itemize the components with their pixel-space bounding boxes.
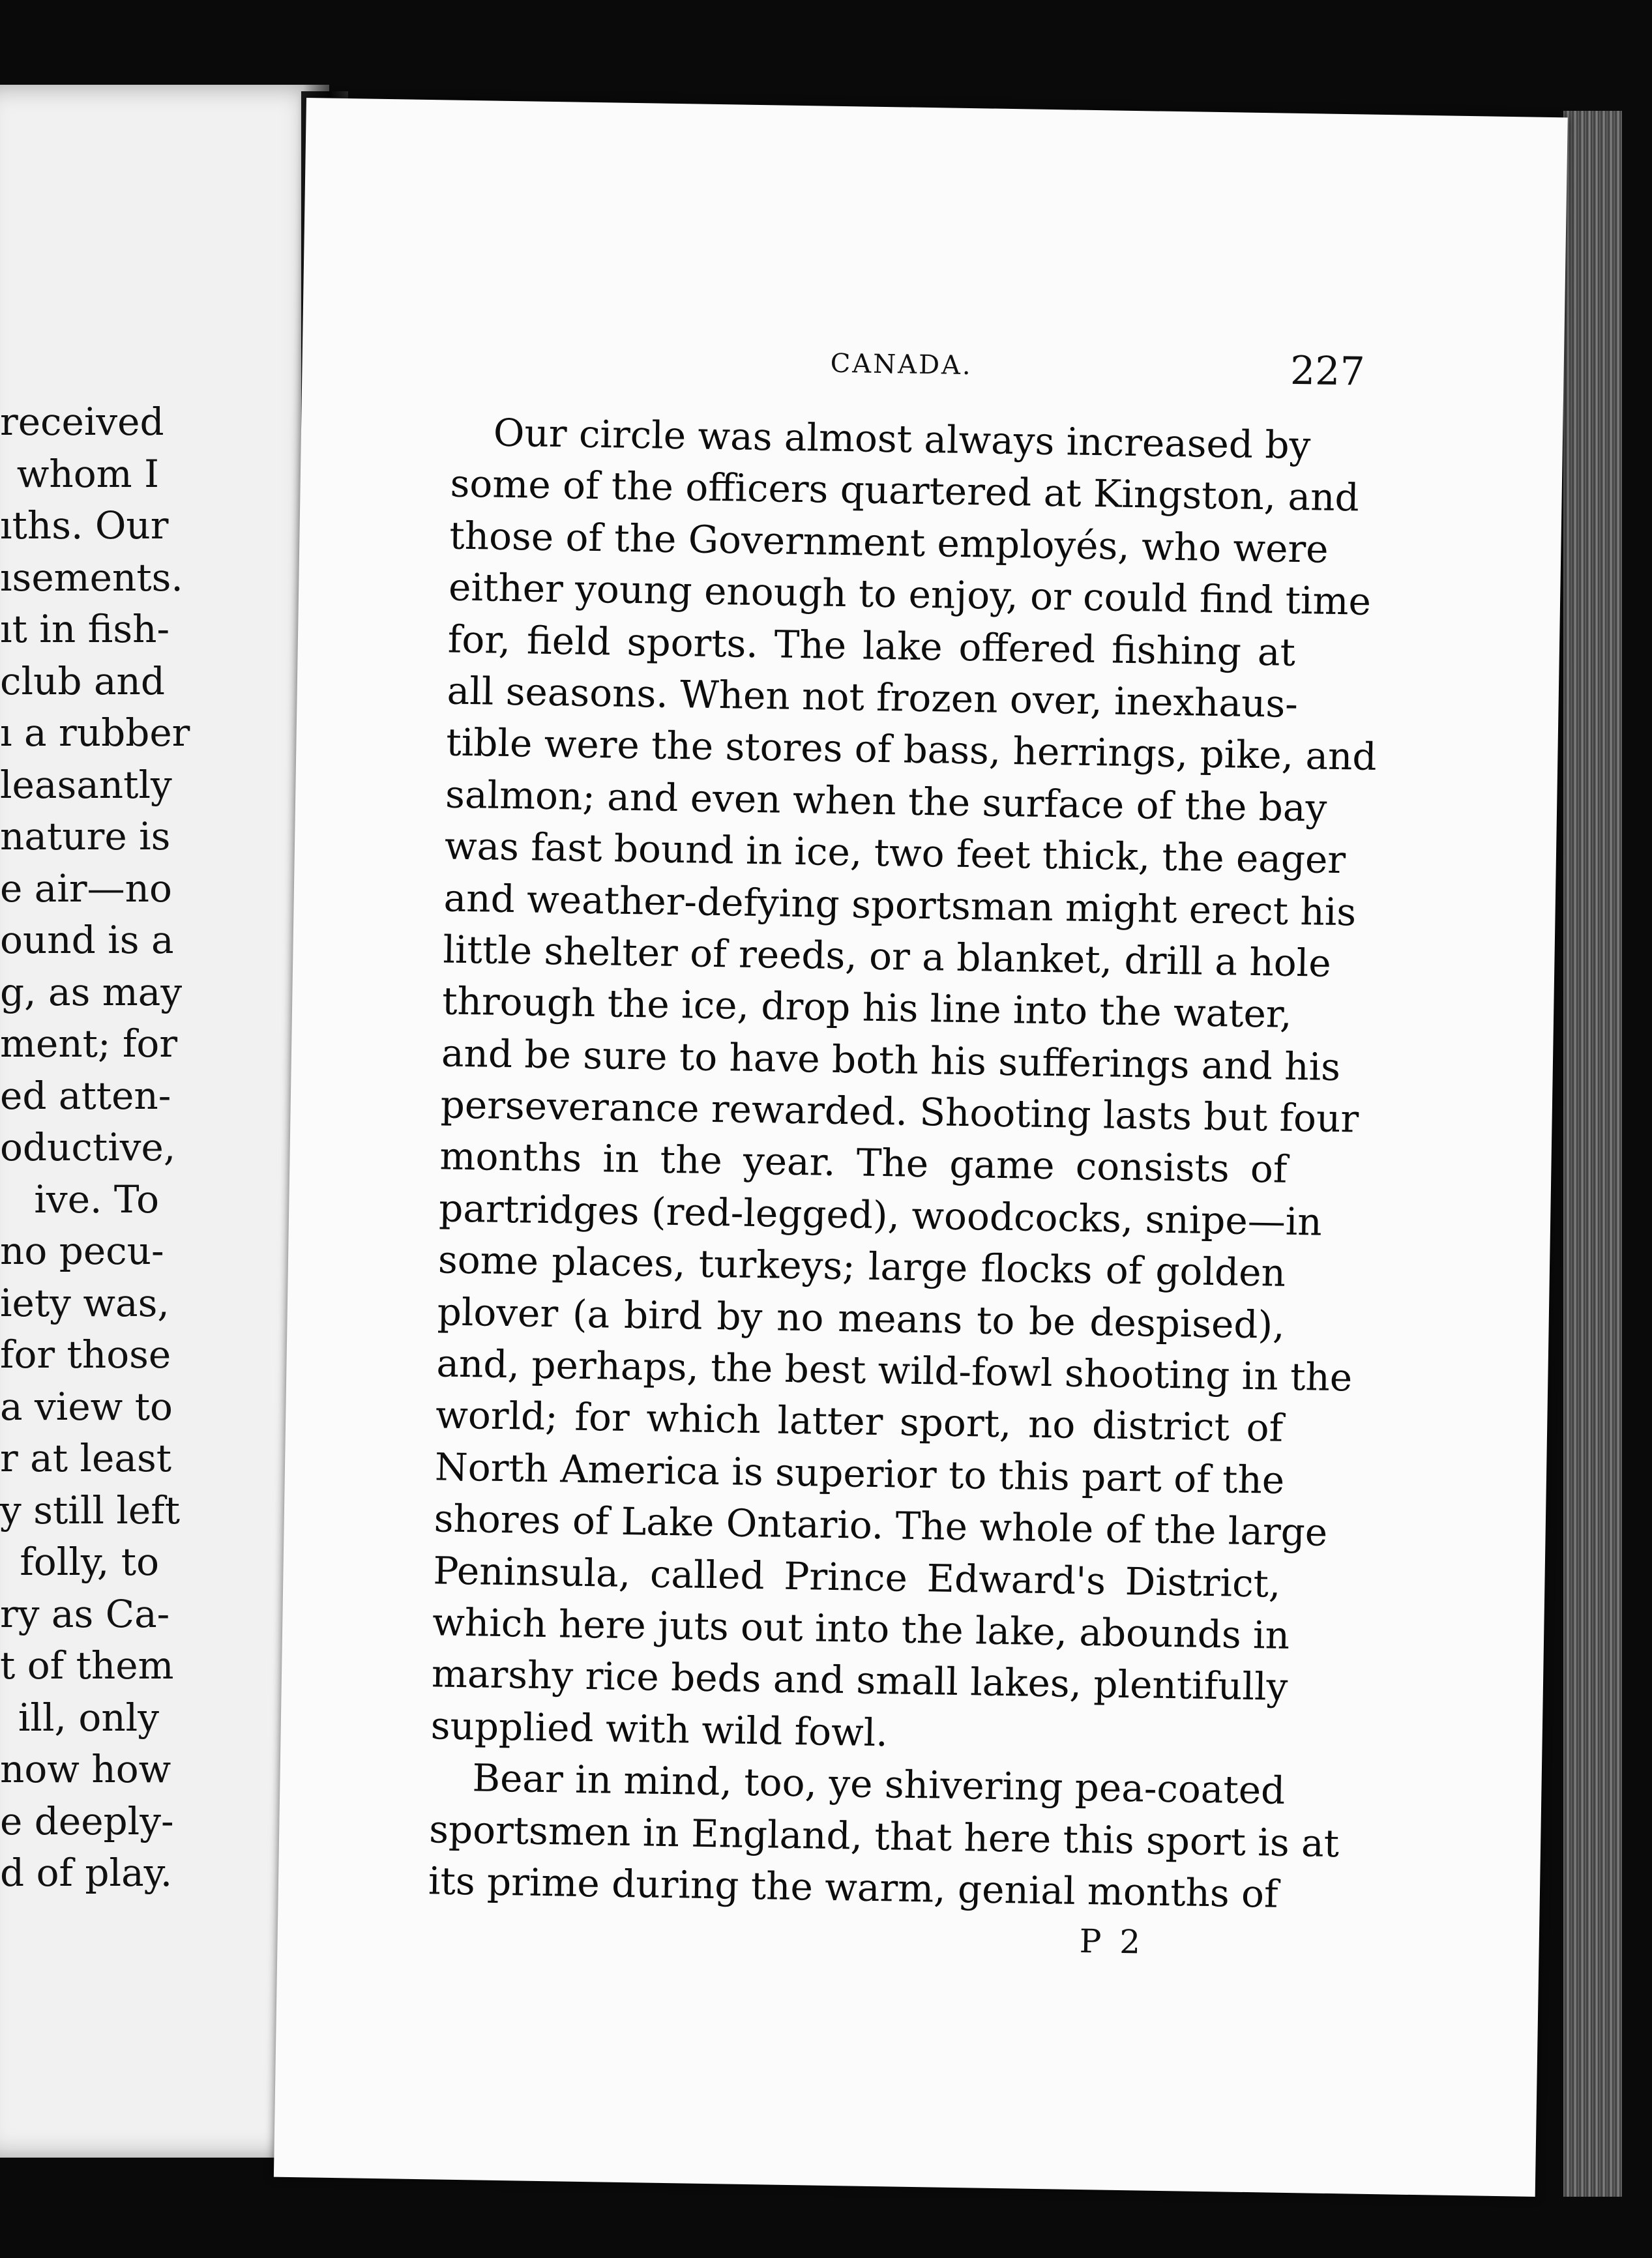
right-page: [274, 98, 1568, 2197]
body-text-line: which here juts out into the lake, abounds in: [432, 1600, 1290, 1658]
body-text-line: months in the year. The game consists of: [439, 1134, 1288, 1192]
left-text-line: received: [0, 400, 164, 444]
body-text-line: some places, turkeys; large flocks of golden: [437, 1237, 1286, 1296]
left-text-line: ısements.: [0, 555, 183, 600]
body-text-line: tible were the stores of bass, herrings, pike, and: [445, 720, 1378, 780]
left-text-line: no pecu-: [0, 1229, 164, 1273]
left-text-line: ill, only: [18, 1695, 159, 1740]
body-text-line: through the ice, drop his line into the water,: [441, 978, 1293, 1037]
left-text-line: t of them: [0, 1643, 174, 1688]
body-text-line: all seasons. When not frozen over, inexhaus-: [447, 668, 1299, 726]
left-text-line: ry as Ca-: [0, 1591, 170, 1636]
left-text-line: r at least: [0, 1436, 172, 1480]
left-text-line: now how: [0, 1747, 171, 1791]
left-text-line: a view to: [0, 1384, 173, 1429]
left-text-line: for those: [0, 1332, 171, 1377]
left-text-line: leasantly: [0, 762, 172, 807]
body-text-line: Peninsula, called Prince Edward's District,: [433, 1547, 1281, 1606]
body-text-line: Bear in mind, too, ye shivering pea-coated: [472, 1755, 1286, 1813]
body-text-line: its prime during the warm, genial months of: [428, 1858, 1279, 1916]
left-text-line: whom I: [16, 451, 159, 496]
left-text-line: y still left: [0, 1488, 181, 1532]
body-text: [428, 407, 1378, 1920]
left-text-line: oductive,: [0, 1125, 176, 1169]
left-text-line: d of play.: [0, 1851, 173, 1895]
left-page-text: [0, 396, 190, 1899]
left-text-line: ed atten-: [0, 1073, 171, 1118]
body-text-line: marshy rice beds and small lakes, plentifully: [431, 1651, 1288, 1710]
body-text-line: world; for which latter sport, no district of: [435, 1392, 1284, 1451]
left-text-line: ıths. Our: [0, 503, 169, 548]
running-head: [374, 334, 1365, 395]
body-text-line: little shelter of reeds, or a blanket, drill a hole: [442, 927, 1332, 986]
body-text-line: supplied with wild fowl.: [430, 1703, 889, 1755]
body-text-line: salmon; and even when the surface of the bay: [445, 772, 1327, 830]
body-text-line: and, perhaps, the best wild-fowl shooting in the: [435, 1341, 1353, 1400]
body-text-line: some of the officers quartered at Kingston, and: [450, 461, 1360, 520]
body-text-line: sportsmen in England, that here this sport is at: [428, 1806, 1340, 1866]
left-text-line: ıt in fish-: [0, 607, 170, 651]
body-text-line: and be sure to have both his sufferings and his: [441, 1031, 1341, 1089]
body-text-line: was fast bound in ice, two feet thick, the eager: [444, 823, 1346, 883]
left-text-line: ı a rubber: [0, 711, 190, 755]
body-text-line: plover (a bird by no means to be despised),: [437, 1289, 1286, 1347]
body-text-line: North America is superior to this part of the: [434, 1444, 1285, 1503]
left-text-line: folly, to: [20, 1540, 159, 1584]
left-text-line: g, as may: [0, 969, 183, 1014]
page-edges: [1563, 111, 1622, 2197]
signature-mark: P 2: [1079, 1922, 1145, 1961]
body-text-line: those of the Government employés, who were: [449, 513, 1329, 572]
body-text-line: shores of Lake Ontario. The whole of the large: [434, 1496, 1328, 1555]
left-text-line: club and: [0, 658, 166, 703]
body-text-line: partridges (red-legged), woodcocks, snipe—in: [438, 1186, 1323, 1244]
left-text-line: e deeply-: [0, 1798, 174, 1843]
running-title: CANADA.: [830, 348, 973, 381]
body-text-line: Our circle was almost always increased by: [493, 410, 1311, 468]
left-text-line: iety was,: [0, 1280, 170, 1325]
left-text-line: ment; for: [0, 1021, 178, 1066]
body-text-line: either young enough to enjoy, or could find time: [448, 564, 1372, 624]
page-number: 227: [1290, 347, 1366, 395]
body-text-line: perseverance rewarded. Shooting lasts but four: [440, 1082, 1359, 1141]
left-text-line: ound is a: [0, 918, 174, 962]
left-text-line: ive. To: [34, 1177, 159, 1222]
left-text-line: e air—no: [0, 866, 172, 911]
left-text-line: nature is: [0, 814, 171, 858]
body-text-line: for, field sports. The lake offered fishing at: [447, 617, 1296, 675]
body-text-line: and weather-defying sportsman might erect his: [443, 875, 1357, 934]
